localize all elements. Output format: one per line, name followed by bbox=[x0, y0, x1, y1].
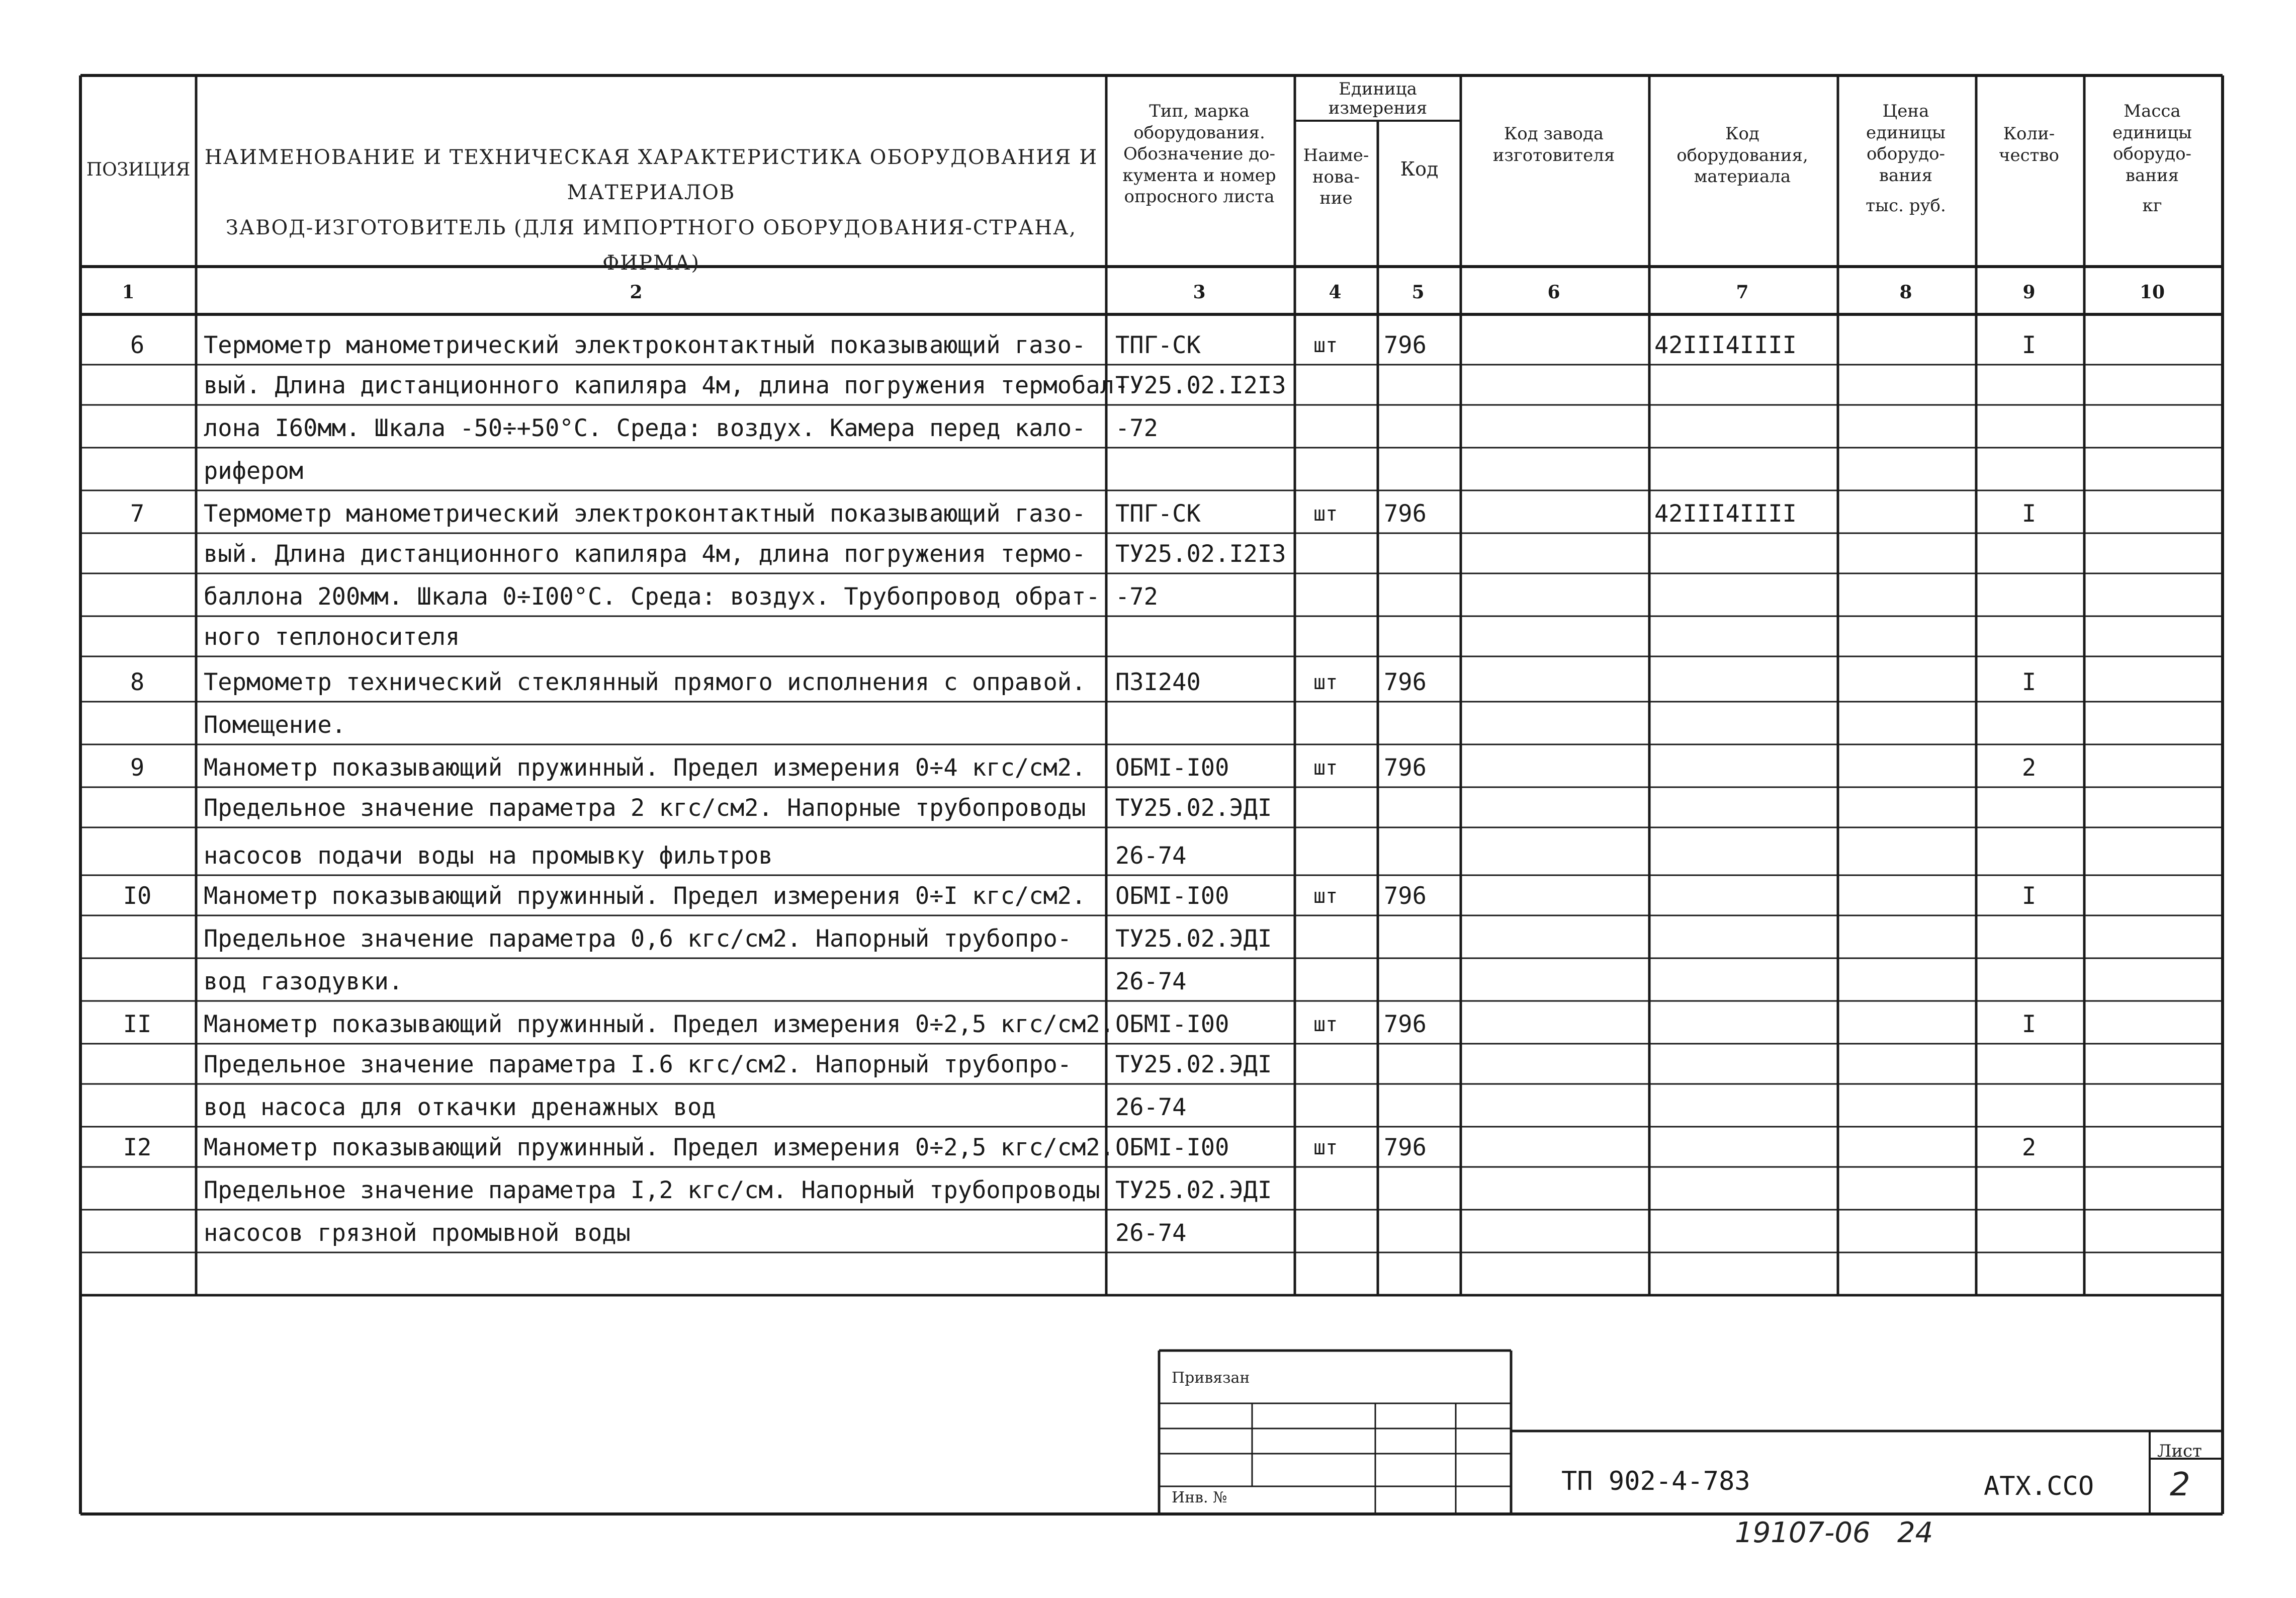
header-equip-line-1: Код bbox=[1725, 124, 1759, 144]
stamp-list-number: 2 bbox=[2170, 1466, 2190, 1503]
header-mass-line-4: вания bbox=[2125, 165, 2179, 186]
row-5-unit: шт bbox=[1313, 502, 1338, 526]
column-number-10: 10 bbox=[2139, 282, 2165, 303]
header-unit-price bbox=[1838, 101, 1974, 217]
row-16-type: 26-74 bbox=[1115, 968, 1187, 995]
row-19-name: вод насоса для откачки дренажных вод bbox=[204, 1094, 716, 1121]
row-9-pos: 8 bbox=[130, 668, 145, 696]
row-20-qty: 2 bbox=[2021, 1134, 2037, 1161]
row-17-pos: II bbox=[123, 1011, 152, 1038]
row-17-qty: I bbox=[2021, 1011, 2037, 1038]
row-14-pos: I0 bbox=[123, 882, 152, 910]
header-mass-line-1: Масса bbox=[2124, 101, 2181, 121]
header-qty-line-2: чество bbox=[1998, 145, 2060, 165]
row-3-name: лона I60мм. Шкала -50÷+50°С. Среда: воздух. Камера перед кало- bbox=[204, 414, 1086, 442]
column-number-1: 1 bbox=[122, 282, 135, 303]
header-price-line-5: тыс. руб. bbox=[1866, 196, 1946, 216]
row-11-name: Манометр показывающий пружинный. Предел измерения 0÷4 кгс/см2. bbox=[204, 754, 1086, 782]
row-22-name: насосов грязной промывной воды bbox=[204, 1219, 631, 1247]
row-4-name: рифером bbox=[204, 457, 304, 485]
header-type-line-5: опросного листа bbox=[1124, 187, 1275, 207]
header-equipment-code bbox=[1649, 123, 1835, 188]
row-14-qty: I bbox=[2021, 882, 2037, 910]
row-19-type: 26-74 bbox=[1115, 1094, 1187, 1121]
header-unit-name-line-3: ние bbox=[1319, 188, 1353, 208]
row-7-type: -72 bbox=[1115, 583, 1158, 611]
header-type-line-3: Обозначение до- bbox=[1123, 144, 1276, 164]
header-quantity bbox=[1976, 123, 2082, 166]
row-1-qty: I bbox=[2021, 331, 2037, 359]
row-3-type: -72 bbox=[1115, 414, 1158, 442]
row-6-type: ТУ25.02.I2I3 bbox=[1115, 540, 1286, 568]
row-12-name: Предельное значение параметра 2 кгс/см2. Напорные трубопроводы bbox=[204, 794, 1086, 822]
column-number-9: 9 bbox=[2022, 282, 2036, 303]
stamp-privyazan: Привязан bbox=[1172, 1369, 1250, 1387]
header-factory-line-2: изготовителя bbox=[1492, 145, 1615, 165]
header-type-mark bbox=[1106, 101, 1292, 208]
footer-archive-number: 19107-06 24 bbox=[1735, 1517, 1933, 1549]
stamp-sheet-code: АТХ.ССО bbox=[1984, 1471, 2094, 1501]
row-17-type: ОБМI-I00 bbox=[1115, 1011, 1229, 1038]
header-position: ПОЗИЦИЯ bbox=[86, 159, 191, 180]
row-11-code: 796 bbox=[1384, 754, 1427, 782]
row-1-code: 796 bbox=[1384, 331, 1427, 359]
row-17-name: Манометр показывающий пружинный. Предел измерения 0÷2,5 кгс/см2. bbox=[204, 1011, 1114, 1038]
header-type-line-4: кумента и номер bbox=[1122, 165, 1276, 186]
header-unit-group bbox=[1295, 79, 1461, 118]
header-unit-code: Код bbox=[1400, 158, 1439, 180]
column-number-7: 7 bbox=[1736, 282, 1749, 303]
header-unit-name-line-1: Наиме- bbox=[1303, 145, 1369, 165]
header-unit-name-line-2: нова- bbox=[1312, 166, 1360, 187]
row-15-type: ТУ25.02.ЭДI bbox=[1115, 925, 1272, 953]
row-18-name: Предельное значение параметра I.6 кгс/см2. Напорный трубопро- bbox=[204, 1051, 1072, 1078]
header-name-line-3: ЗАВОД-ИЗГОТОВИТЕЛЬ (ДЛЯ ИМПОРТНОГО ОБОРУДОВАНИЯ-СТРАНА, ФИРМА) bbox=[225, 216, 1077, 275]
row-20-unit: шт bbox=[1313, 1136, 1338, 1159]
row-18-type: ТУ25.02.ЭДI bbox=[1115, 1051, 1272, 1078]
column-number-8: 8 bbox=[1899, 282, 1912, 303]
row-21-type: ТУ25.02.ЭДI bbox=[1115, 1176, 1272, 1204]
row-16-name: вод газодувки. bbox=[204, 968, 403, 995]
row-1-type: ТПГ-СК bbox=[1115, 331, 1201, 359]
header-price-line-4: вания bbox=[1879, 165, 1933, 186]
header-price-line-1: Цена bbox=[1882, 101, 1929, 121]
row-7-name: баллона 200мм. Шкала 0÷I00°С. Среда: воздух. Трубопровод обрат- bbox=[204, 583, 1100, 611]
header-unit-name bbox=[1296, 145, 1376, 209]
header-name-line-2: МАТЕРИАЛОВ bbox=[567, 181, 736, 204]
stamp-list-label: Лист bbox=[2157, 1441, 2202, 1461]
row-9-unit: шт bbox=[1313, 671, 1338, 694]
row-5-name: Термометр манометрический электроконтактный показывающий газо- bbox=[204, 500, 1086, 528]
header-price-line-2: единицы bbox=[1866, 122, 1946, 143]
row-5-qty: I bbox=[2021, 500, 2037, 528]
row-12-type: ТУ25.02.ЭДI bbox=[1115, 794, 1272, 822]
header-factory-line-1: Код завода bbox=[1504, 124, 1604, 144]
row-15-name: Предельное значение параметра 0,6 кгс/см2. Напорный трубопро- bbox=[204, 925, 1072, 953]
row-14-type: ОБМI-I00 bbox=[1115, 882, 1229, 910]
column-number-4: 4 bbox=[1329, 282, 1342, 303]
row-9-code: 796 bbox=[1384, 668, 1427, 696]
header-name-characteristics bbox=[199, 140, 1104, 281]
row-5-type: ТПГ-СК bbox=[1115, 500, 1201, 528]
header-type-line-2: оборудования. bbox=[1133, 122, 1265, 143]
header-type-line-1: Тип, марка bbox=[1149, 101, 1250, 121]
header-equip-line-3: материала bbox=[1694, 166, 1791, 187]
column-number-3: 3 bbox=[1193, 282, 1206, 303]
row-13-type: 26-74 bbox=[1115, 842, 1187, 870]
header-mass-line-2: единицы bbox=[2112, 122, 2192, 143]
header-name-line-1: НАИМЕНОВАНИЕ И ТЕХНИЧЕСКАЯ ХАРАКТЕРИСТИКА ОБОРУДОВАНИЯ И bbox=[204, 146, 1098, 169]
row-11-qty: 2 bbox=[2021, 754, 2037, 782]
row-21-name: Предельное значение параметра I,2 кгс/см. Напорный трубопроводы bbox=[204, 1176, 1100, 1204]
row-20-name: Манометр показывающий пружинный. Предел измерения 0÷2,5 кгс/см2. bbox=[204, 1134, 1114, 1161]
row-1-name: Термометр манометрический электроконтактный показывающий газо- bbox=[204, 331, 1086, 359]
row-20-pos: I2 bbox=[123, 1134, 152, 1161]
row-14-unit: шт bbox=[1313, 885, 1338, 908]
row-10-name: Помещение. bbox=[204, 711, 346, 739]
header-mass-line-3: оборудо- bbox=[2112, 144, 2192, 164]
row-1-pos: 6 bbox=[130, 331, 145, 359]
row-20-code: 796 bbox=[1384, 1134, 1427, 1161]
header-unit-line-2: измерения bbox=[1328, 98, 1428, 118]
column-number-5: 5 bbox=[1411, 282, 1425, 303]
row-1-equip-code: 42III4IIII bbox=[1654, 331, 1797, 359]
header-mass-line-5: кг bbox=[2142, 196, 2162, 216]
stamp-document-code: ТП 902-4-783 bbox=[1561, 1466, 1750, 1496]
row-2-name: вый. Длина дистанционного капиляра 4м, длина погружения термобал- bbox=[204, 372, 1129, 399]
row-6-name: вый. Длина дистанционного капиляра 4м, длина погружения термо- bbox=[204, 540, 1086, 568]
row-9-type: П3I240 bbox=[1115, 668, 1201, 696]
row-17-code: 796 bbox=[1384, 1011, 1427, 1038]
header-unit-mass bbox=[2084, 101, 2220, 217]
row-13-name: насосов подачи воды на промывку фильтров bbox=[204, 842, 773, 870]
row-9-name: Термометр технический стеклянный прямого исполнения с оправой. bbox=[204, 668, 1086, 696]
row-22-type: 26-74 bbox=[1115, 1219, 1187, 1247]
header-equip-line-2: оборудования, bbox=[1676, 145, 1808, 165]
row-5-pos: 7 bbox=[130, 500, 145, 528]
row-20-type: ОБМI-I00 bbox=[1115, 1134, 1229, 1161]
row-9-qty: I bbox=[2021, 668, 2037, 696]
header-qty-line-1: Коли- bbox=[2003, 124, 2055, 144]
column-number-6: 6 bbox=[1547, 282, 1560, 303]
row-11-unit: шт bbox=[1313, 756, 1338, 780]
row-17-unit: шт bbox=[1313, 1013, 1338, 1036]
header-unit-line-1: Единица bbox=[1339, 79, 1417, 99]
row-5-code: 796 bbox=[1384, 500, 1427, 528]
row-14-name: Манометр показывающий пружинный. Предел измерения 0÷I кгс/см2. bbox=[204, 882, 1086, 910]
row-8-name: ного теплоносителя bbox=[204, 623, 460, 651]
header-factory-code bbox=[1461, 123, 1647, 166]
column-number-2: 2 bbox=[630, 282, 643, 303]
row-2-type: ТУ25.02.I2I3 bbox=[1115, 372, 1286, 399]
row-1-unit: шт bbox=[1313, 334, 1338, 357]
row-5-equip-code: 42III4IIII bbox=[1654, 500, 1797, 528]
row-14-code: 796 bbox=[1384, 882, 1427, 910]
row-11-pos: 9 bbox=[130, 754, 145, 782]
stamp-inventory: Инв. № bbox=[1172, 1489, 1227, 1506]
row-11-type: ОБМI-I00 bbox=[1115, 754, 1229, 782]
header-price-line-3: оборудо- bbox=[1866, 144, 1946, 164]
